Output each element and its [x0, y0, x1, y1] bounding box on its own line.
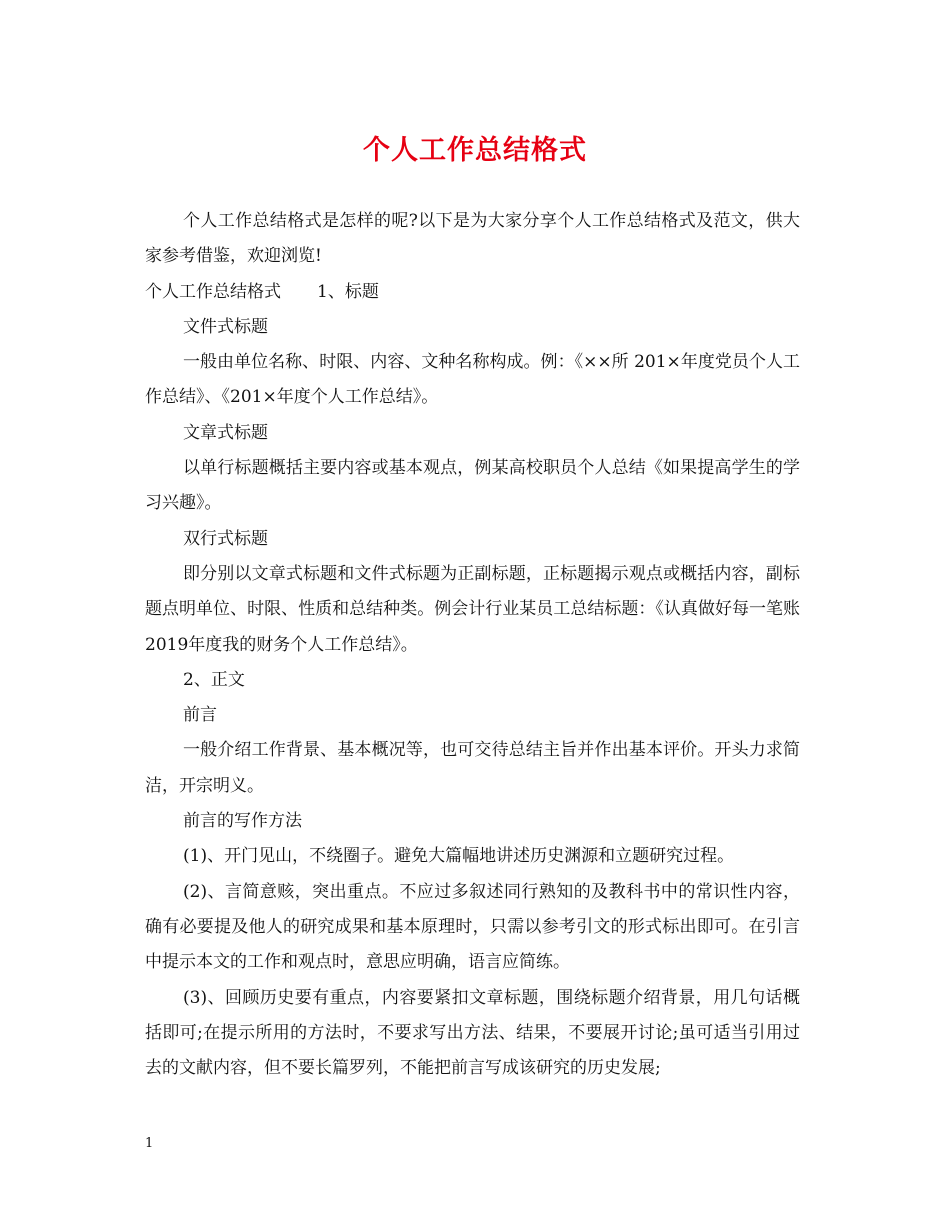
section-label: 个人工作总结格式: [145, 281, 281, 302]
document-body: [145, 204, 800, 1086]
paragraph-preface: 一般介绍工作背景、基本概况等，也可交待总结主旨并作出基本评价。开头力求简洁，开宗明义。: [145, 740, 800, 796]
paragraph-article-title: 以单行标题概括主要内容或基本观点，例某高校职员个人总结《如果提高学生的学习兴趣》。: [145, 458, 800, 514]
subheading-preface: 前言: [183, 705, 217, 726]
section-item-title: 1、标题: [317, 281, 379, 302]
subheading-preface-method: 前言的写作方法: [183, 811, 302, 832]
section-heading-line: [145, 275, 800, 310]
page-number: 1: [145, 1136, 154, 1151]
list-item-3: (3)、回顾历史要有重点，内容要紧扣文章标题，围绕标题介绍背景，用几句话概括即可;在提示所用的方法时，不要求写出方法、结果，不要展开讨论;虽可适当引用过去的文献内容，但不要长篇罗列，不能把前言写成该研究的历史发展;: [145, 987, 800, 1079]
intro-paragraph: 个人工作总结格式是怎样的呢?以下是为大家分享个人工作总结格式及范文，供大家参考借鉴，欢迎浏览!: [145, 211, 800, 267]
list-item-2: (2)、言简意赅，突出重点。不应过多叙述同行熟知的及教科书中的常识性内容，确有必要提及他人的研究成果和基本原理时，只需以参考引文的形式标出即可。在引言中提示本文的工作和观点时，意思应明确，语言应简练。: [145, 881, 800, 973]
paragraph-double-title: 即分别以文章式标题和文件式标题为正副标题，正标题揭示观点或概括内容，副标题点明单位、时限、性质和总结种类。例会计行业某员工总结标题：《认真做好每一笔账 2019年度我的财务个人工作总结》。: [145, 563, 800, 655]
paragraph-file-title: 一般由单位名称、时限、内容、文种名称构成。例：《××所 201×年度党员个人工作总结》、《201×年度个人工作总结》。: [145, 352, 800, 408]
subheading-article-title: 文章式标题: [183, 422, 268, 443]
section-heading-body: 2、正文: [183, 669, 245, 690]
list-item-1: (1)、开门见山，不绕圈子。避免大篇幅地讲述历史渊源和立题研究过程。: [183, 846, 735, 867]
document-title: 个人工作总结格式: [363, 135, 587, 166]
subheading-double-title: 双行式标题: [183, 528, 268, 549]
subheading-file-title: 文件式标题: [183, 316, 268, 337]
